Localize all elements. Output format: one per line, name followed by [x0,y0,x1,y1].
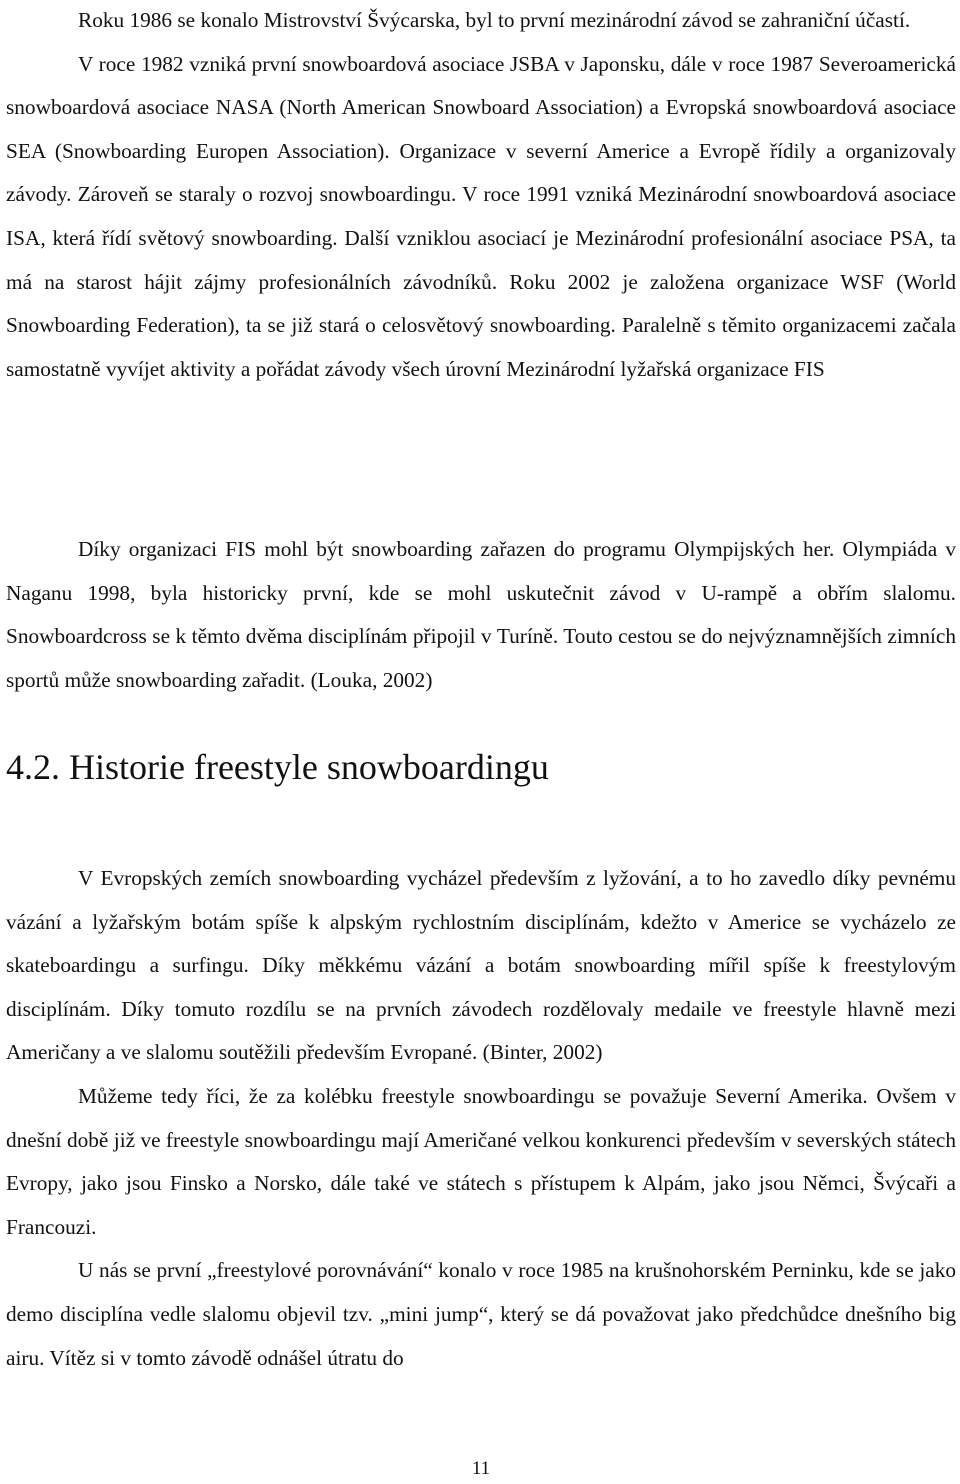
paragraph-olympics: Díky organizaci FIS mohl být snowboarding zařazen do programu Olympijských her. Olympiáda v Naganu 1998, byla historicky první, kde se mohl uskutečnit závod v U-rampě a obřím slalomu. Snowboardcross se k těmto dvěma disciplínám připojil v Turíně. Touto cestou se do nejvýznamnějších zimních sportů může snowboarding zařadit. (Louka, 2002) [6,537,956,692]
text-block-olympics [6,528,956,702]
paragraph-cradle-of-freestyle: Můžeme tedy říci, že za kolébku freestyle snowboardingu se považuje Severní Amerika. Ovšem v dnešní době již ve freestyle snowboardingu mají Američané velkou konkurenci především v severských státech Evropy, jako jsou Finsko a Norsko, dále také ve státech s přístupem k Alpám, jako jsou Němci, Švýcaři a Francouzi. [6,1083,956,1239]
document-page [6,0,956,1484]
section-title: Historie freestyle snowboardingu [69,747,549,787]
page-number: 11 [471,1458,491,1479]
section-heading [6,742,549,792]
text-block-bottom [6,857,956,1380]
section-number: 4.2. [6,747,60,787]
paragraph-europe-vs-america: V Evropských zemích snowboarding vycházel především z lyžování, a to ho zavedlo díky pevnému vázání a lyžařským botám spíše k alpským rychlostním disciplínám, kdežto v Americe se vycházelo ze skateboardingu a surfingu. Díky měkkému vázání a botám snowboarding mířil spíše k freestylovým disciplínám. Díky tomuto rozdílu se na prvních závodech rozdělovaly medaile ve freestyle hlavně mezi Američany a ve slalomu soutěžili především Evropané. (Binter, 2002) [6,866,956,1065]
paragraph-1986-championship: Roku 1986 se konalo Mistrovství Švýcarska, byl to první mezinárodní závod se zahraniční účastí. [78,8,911,32]
text-block-top [6,0,956,391]
paragraph-czech-history: U nás se první „freestylové porovnávání“ konalo v roce 1985 na krušnohorském Perninku, kde se jako demo disciplína vedle slalomu objevil tzv. „mini jump“, který se dá považovat jako předchůdce dnešního big airu. Vítěz si v tomto závodě odnášel útratu do [6,1258,956,1370]
paragraph-associations: V roce 1982 vzniká první snowboardová asociace JSBA v Japonsku, dále v roce 1987 Severoamerická snowboardová asociace NASA (North American Snowboard Association) a Evropská snowboardová asociace SEA (Snowboarding Europen Association). Organizace v severní Americe a Evropě řídily a organizovaly závody. Zároveň se staraly o rozvoj snowboardingu. V roce 1991 vzniká Mezinárodní snowboardová asociace ISA, která řídí světový snowboarding. Další vzniklou asociací je Mezinárodní profesionální asociace PSA, ta má na starost hájit zájmy profesionálních závodníků. Roku 2002 je založena organizace WSF (World Snowboarding Federation), ta se již stará o celosvětový snowboarding. Paralelně s těmito organizacemi začala samostatně vyvíjet aktivity a pořádat závody všech úrovní Mezinárodní lyžařská organizace FIS [6,51,956,381]
